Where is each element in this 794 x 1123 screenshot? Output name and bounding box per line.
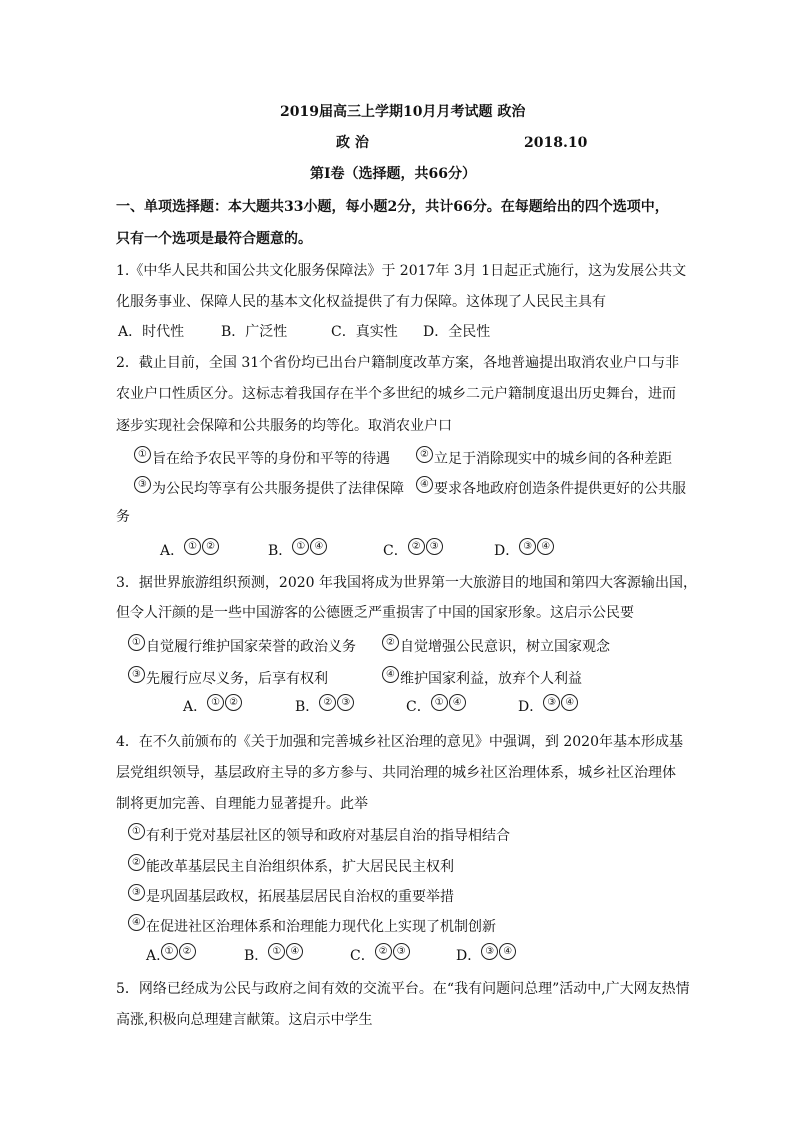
- circled-2-icon: ②: [128, 854, 145, 871]
- circled-2-icon: ②: [179, 943, 196, 960]
- circled-4-icon: ④: [499, 943, 516, 960]
- q3-item-1: ① 自觉履行维护国家荣誉的政治义务: [128, 634, 356, 656]
- q3-stem-line2: 但令人汗颜的是一些中国游客的公德匮乏严重损害了中国的国家形象。这启示公民要: [116, 605, 634, 621]
- q2-stem-line2: 农业户口性质区分。这标志着我国存在半个多世纪的城乡二元户籍制度退出历史舞台，进而: [116, 386, 676, 402]
- q4-answer-c: C． ② ③: [350, 943, 411, 965]
- circled-1-icon: ①: [431, 694, 448, 711]
- circled-1-icon: ①: [292, 538, 309, 555]
- circled-1-icon: ①: [184, 538, 201, 555]
- circled-2-icon: ②: [382, 634, 399, 651]
- q4-answer-a: A. ① ②: [146, 943, 197, 965]
- circled-2-icon: ②: [375, 943, 392, 960]
- section-instructions-line2: 只有一个选项是最符合题意的。: [116, 231, 312, 247]
- circled-4-icon: ④: [382, 666, 399, 683]
- q4-answer-d: D． ③ ④: [456, 943, 517, 965]
- q2-item-4: ④ 要求各地政府创造条件提供更好的公共服: [416, 476, 686, 498]
- q1-option-d: D．全民性: [423, 324, 491, 340]
- q4-stem-line2: 层党组织领导，基层政府主导的多方参与、共同治理的城乡社区治理体系，城乡社区治理体: [116, 765, 676, 781]
- q3-answer-a: A． ① ②: [183, 694, 243, 716]
- q5-stem-line2: 高涨,积极向总理建言献策。这启示中学生: [116, 1012, 373, 1028]
- q3-item-4: ④ 维护国家利益，放弃个人利益: [382, 666, 582, 688]
- circled-1-icon: ①: [207, 694, 224, 711]
- circled-4-icon: ④: [310, 538, 327, 555]
- q4-item-2: ② 能改革基层民主自治组织体系，扩大居民民主权利: [128, 854, 454, 876]
- q2-answer-b: B． ① ④: [268, 538, 328, 560]
- q5-stem-line1: 5．网络已经成为公民与政府之间有效的交流平台。在“我有问题问总理”活动中,广大网友热情: [116, 981, 690, 997]
- circled-1-icon: ①: [268, 943, 285, 960]
- q1-option-a: A．时代性: [118, 324, 185, 340]
- q2-answer-c: C． ② ③: [383, 538, 444, 560]
- circled-3-icon: ③: [393, 943, 410, 960]
- q3-answer-d: D． ③ ④: [518, 694, 579, 716]
- q4-stem-line1: 4．在不久前颁布的《关于加强和完善城乡社区治理的意见》中强调，到 2020年基本形成基: [116, 734, 683, 750]
- q2-stem-line3: 逐步实现社会保障和公共服务的均等化。取消农业户口: [116, 418, 452, 434]
- circled-4-icon: ④: [128, 914, 145, 931]
- circled-1-icon: ①: [134, 446, 151, 463]
- q3-answer-b: B． ② ③: [295, 694, 355, 716]
- circled-3-icon: ③: [543, 694, 560, 711]
- exam-title: 2019届高三上学期10月月考试题 政治: [280, 104, 526, 120]
- circled-3-icon: ③: [519, 538, 536, 555]
- circled-3-icon: ③: [426, 538, 443, 555]
- q4-item-1: ① 有利于党对基层社区的领导和政府对基层自治的指导相结合: [128, 823, 510, 845]
- circled-3-icon: ③: [481, 943, 498, 960]
- q2-answer-d: D． ③ ④: [494, 538, 555, 560]
- q3-item-2: ② 自觉增强公民意识，树立国家观念: [382, 634, 610, 656]
- circled-4-icon: ④: [537, 538, 554, 555]
- circled-2-icon: ②: [416, 446, 433, 463]
- section-instructions-line1: 一、单项选择题：本大题共33小题，每小题2分，共计66分。在每题给出的四个选项中，: [116, 199, 669, 215]
- q4-answer-b: B． ① ④: [244, 943, 304, 965]
- circled-2-icon: ②: [319, 694, 336, 711]
- q2-item-4-continued: 务: [116, 509, 130, 525]
- q1-stem-line2: 化服务事业、保障人民的基本文化权益提供了有力保障。这体现了人民民主具有: [116, 294, 606, 310]
- circled-2-icon: ②: [225, 694, 242, 711]
- q1-option-b: B．广泛性: [221, 324, 288, 340]
- q2-item-1: ① 旨在给予农民平等的身份和平等的待遇: [134, 446, 390, 468]
- circled-4-icon: ④: [416, 476, 433, 493]
- circled-3-icon: ③: [128, 884, 145, 901]
- circled-3-icon: ③: [134, 476, 151, 493]
- volume-heading: 第Ⅰ卷（选择题，共66分）: [310, 166, 477, 182]
- subject-label: 政 治: [336, 135, 369, 151]
- q3-item-3: ③ 先履行应尽义务，后享有权利: [128, 666, 328, 688]
- q1-stem-line1: 1.《中华人民共和国公共文化服务保障法》于 2017年 3月 1日起正式施行，这为发展公共文: [116, 263, 687, 279]
- circled-4-icon: ④: [286, 943, 303, 960]
- q2-stem-line1: 2．截止目前，全国 31个省份均已出台户籍制度改革方案，各地普遍提出取消农业户口与非: [116, 355, 680, 371]
- q2-item-3: ③ 为公民均等享有公共服务提供了法律保障: [134, 476, 404, 498]
- q1-option-c: C．真实性: [331, 324, 398, 340]
- q3-answer-c: C． ① ④: [406, 694, 467, 716]
- circled-4-icon: ④: [449, 694, 466, 711]
- circled-3-icon: ③: [128, 666, 145, 683]
- q4-item-3: ③ 是巩固基层政权，拓展基层居民自治权的重要举措: [128, 884, 454, 906]
- circled-1-icon: ①: [161, 943, 178, 960]
- circled-1-icon: ①: [128, 634, 145, 651]
- circled-2-icon: ②: [408, 538, 425, 555]
- circled-1-icon: ①: [128, 823, 145, 840]
- q4-stem-line3: 制将更加完善、自理能力显著提升。此举: [116, 796, 368, 812]
- exam-date: 2018.10: [524, 135, 588, 151]
- q2-answer-a: A． ① ②: [160, 538, 220, 560]
- q4-item-4: ④ 在促进社区治理体系和治理能力现代化上实现了机制创新: [128, 914, 496, 936]
- q3-stem-line1: 3．据世界旅游组织预测，2020 年我国将成为世界第一大旅游目的地国和第四大客源输出国，: [116, 575, 697, 591]
- q2-item-2: ② 立足于消除现实中的城乡间的各种差距: [416, 446, 672, 468]
- circled-2-icon: ②: [202, 538, 219, 555]
- circled-3-icon: ③: [337, 694, 354, 711]
- circled-4-icon: ④: [561, 694, 578, 711]
